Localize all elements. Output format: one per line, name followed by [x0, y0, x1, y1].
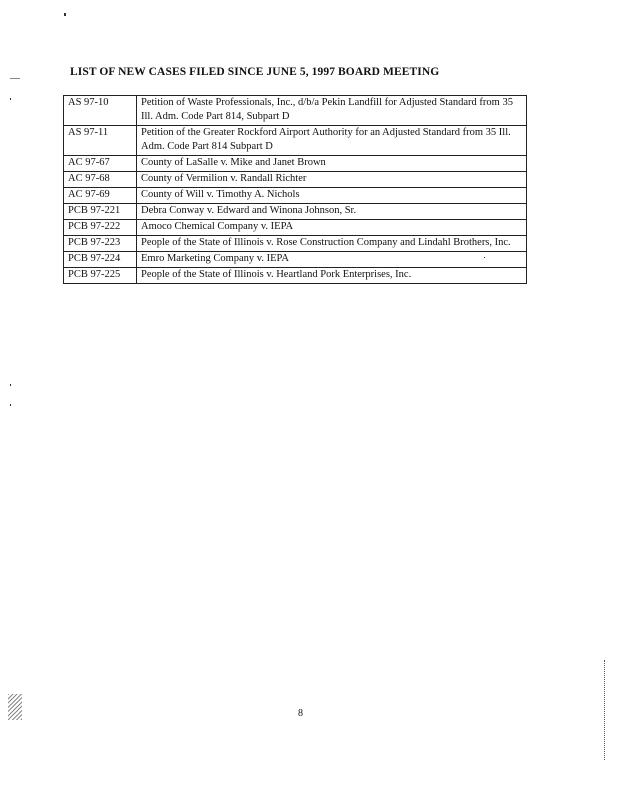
case-number: PCB 97-225: [64, 268, 137, 284]
case-row: [64, 126, 527, 156]
case-number: PCB 97-224: [64, 252, 137, 268]
case-description: Petition of Waste Professionals, Inc., d/b/a Pekin Landfill for Adjusted Standard from 35 Ill. Adm. Code Part 814, Subpart D: [137, 96, 527, 126]
case-row: [64, 96, 527, 126]
case-description: Debra Conway v. Edward and Winona Johnson, Sr.: [137, 204, 527, 220]
case-description: County of Will v. Timothy A. Nichols: [137, 188, 527, 204]
case-number: AS 97-11: [64, 126, 137, 156]
case-row: [64, 204, 527, 220]
scan-speck: [64, 13, 66, 16]
case-row: [64, 172, 527, 188]
case-row: [64, 188, 527, 204]
cases-table: [63, 95, 527, 284]
case-number: AC 97-69: [64, 188, 137, 204]
case-row: [64, 252, 527, 268]
case-number: PCB 97-223: [64, 236, 137, 252]
scan-speck: [10, 98, 11, 100]
case-description: County of Vermilion v. Randall Richter: [137, 172, 527, 188]
case-description: Emro Marketing Company v. IEPA: [137, 252, 527, 268]
case-description: Petition of the Greater Rockford Airport Authority for an Adjusted Standard from 35 Ill. Adm. Code Part 814 Subpart D: [137, 126, 527, 156]
case-description: People of the State of Illinois v. Heartland Pork Enterprises, Inc.: [137, 268, 527, 284]
scan-speck: [10, 78, 20, 79]
scan-speck: [10, 404, 11, 406]
case-number: AC 97-67: [64, 156, 137, 172]
case-row: [64, 220, 527, 236]
case-number: AC 97-68: [64, 172, 137, 188]
case-row: [64, 268, 527, 284]
page-title: LIST OF NEW CASES FILED SINCE JUNE 5, 1997 BOARD MEETING: [70, 66, 440, 78]
case-description: County of LaSalle v. Mike and Janet Brown: [137, 156, 527, 172]
case-number: PCB 97-222: [64, 220, 137, 236]
scan-speck: [484, 257, 485, 258]
case-number: AS 97-10: [64, 96, 137, 126]
case-description: People of the State of Illinois v. Rose Construction Company and Lindahl Brothers, Inc.: [137, 236, 527, 252]
case-row: [64, 156, 527, 172]
case-row: [64, 236, 527, 252]
scan-edge-line: [604, 660, 605, 760]
scan-speck: [10, 384, 11, 386]
scan-edge-mark: [8, 694, 22, 720]
case-description: Amoco Chemical Company v. IEPA: [137, 220, 527, 236]
cases-table-body: [64, 96, 527, 284]
page-number: 8: [298, 708, 303, 719]
case-number: PCB 97-221: [64, 204, 137, 220]
